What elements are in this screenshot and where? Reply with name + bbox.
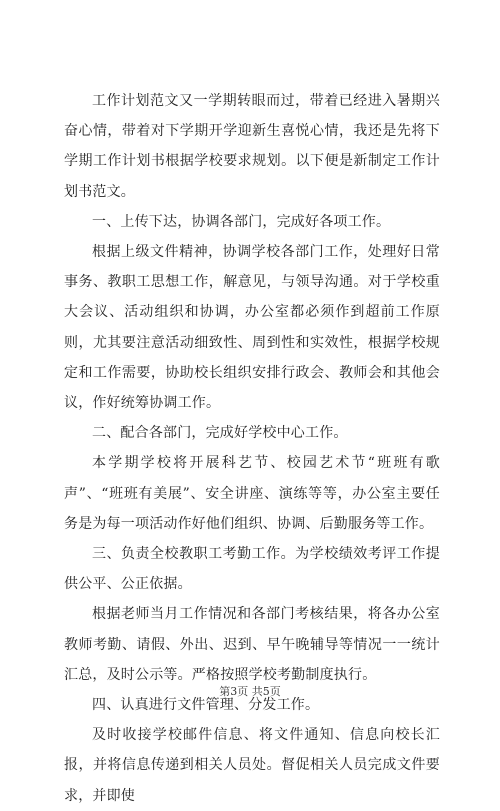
paragraph-section-4: 及时收接学校邮件信息、将文件通知、信息向校长汇报，并将信息传递到相关人员处。督促相关人员完成文件要求，并即使 (64, 727, 440, 804)
paragraph-section-2: 本学期学校将开展科艺节、校园艺术节“班班有歌声”、“班班有美展”、安全讲座、演练等等，办公室主要任务是为每一项活动作好他们组织、协调、后勤服务等工作。 (64, 455, 440, 532)
document-body (64, 86, 440, 811)
section-heading-2: 二、配合各部门，完成好学校中心工作。 (92, 425, 348, 442)
page-number-footer: 第3页 共5页 (219, 685, 281, 698)
section-heading-3: 三、负责全校教职工考勤工作。为学校绩效考评工作提供公平、公正依据。 (64, 546, 440, 593)
section-heading-4: 四、认真进行文件管理、分发工作。 (92, 697, 320, 714)
section-heading-1: 一、上传下达，协调各部门，完成好各项工作。 (92, 213, 391, 230)
paragraph-intro: 工作计划范文又一学期转眼而过，带着已经进入暑期兴奋心情，带着对下学期开学迎新生喜悦心情，我还是先将下学期工作计划书根据学校要求规划。以下便是新制定工作计划书范文。 (64, 93, 440, 200)
paragraph-section-3: 根据老师当月工作情况和各部门考核结果，将各办公室教师考勤、请假、外出、迟到、早午晚辅导等情况一一统计汇总，及时公示等。严格按照学校考勤制度执行。 (64, 606, 440, 683)
paragraph-section-1: 根据上级文件精神，协调学校各部门工作，处理好日常事务、教职工思想工作，解意见，与领导沟通。对于学校重大会议、活动组织和协调，办公室都必须作到超前工作原则，尤其要注意活动细致性、周到性和实效性，根据学校规定和工作需要，协助校长组织安排行政会、教师会和其他会议，作好统筹协调工作。 (64, 244, 440, 412)
